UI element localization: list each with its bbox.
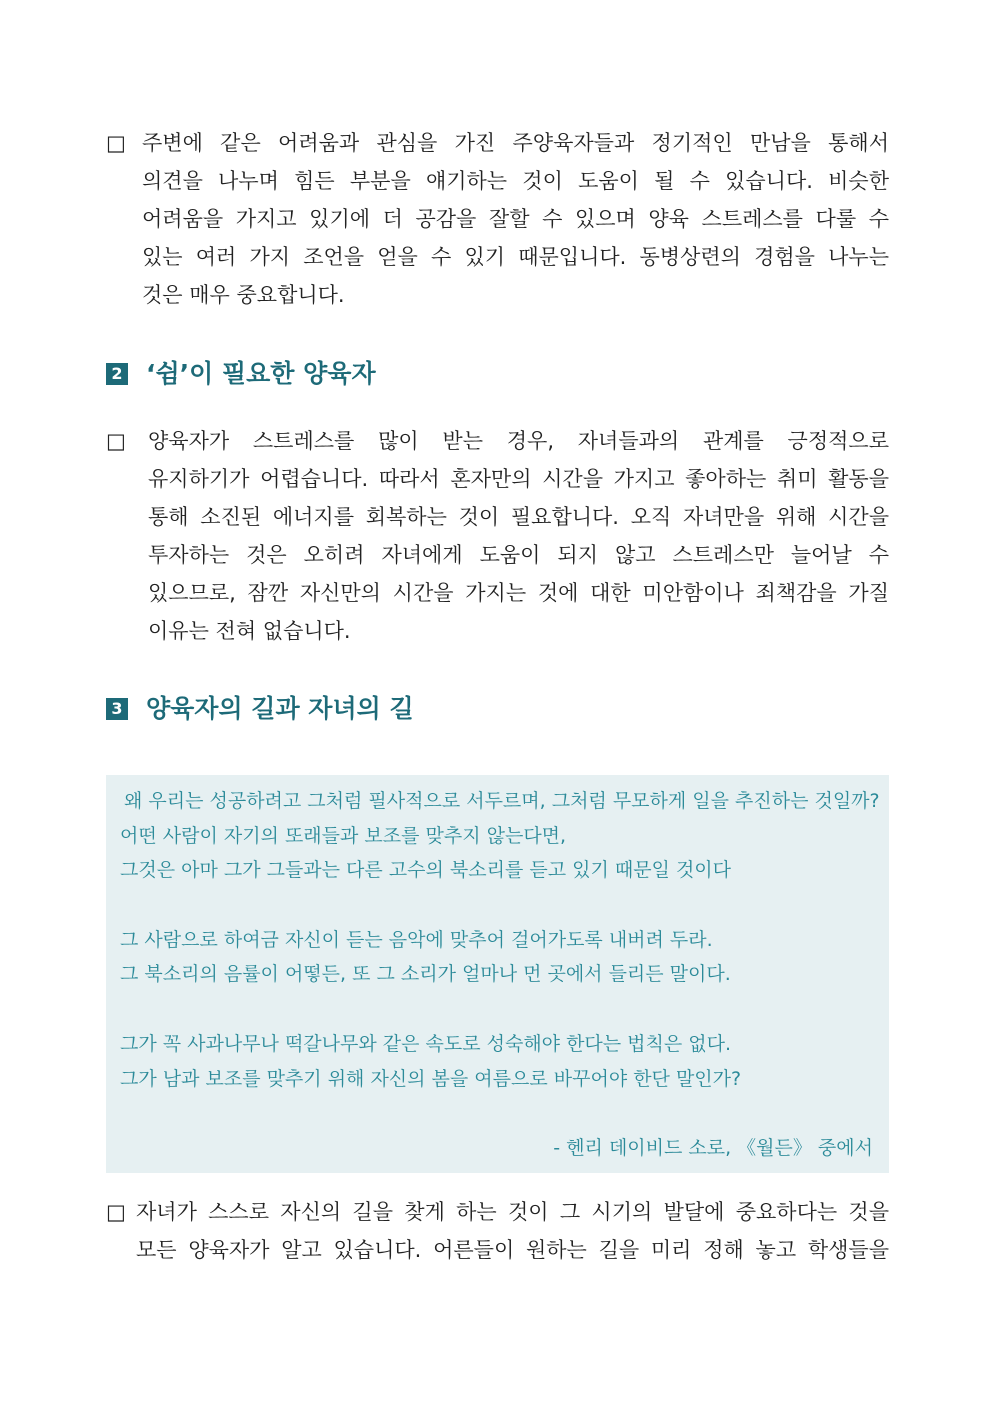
quote-line: 어떤 사람이 자기의 또래들과 보조를 맞추지 않는다면, <box>120 825 567 847</box>
paragraph-peer-support <box>106 124 889 314</box>
paragraph-line: 유지하기가 어렵습니다. 따라서 혼자만의 시간을 가지고 좋아하는 취미 활동을 <box>148 467 889 491</box>
paragraph-line: 주변에 같은 어려움과 관심을 가진 주양육자들과 정기적인 만남을 통해서 <box>142 131 889 155</box>
quote-line: 그것은 아마 그가 그들과는 다른 고수의 북소리를 듣고 있기 때문일 것이다 <box>120 859 732 881</box>
section-title: ‘쉼’이 필요한 양육자 <box>146 359 376 388</box>
paragraph-line: 모든 양육자가 알고 있습니다. 어른들이 원하는 길을 미리 정해 놓고 학생들을 <box>136 1238 889 1262</box>
paragraph-rest-needed <box>106 422 889 650</box>
paragraph-line: 어려움을 가지고 있기에 더 공감을 잘할 수 있으며 양육 스트레스를 다룰 수 <box>142 207 889 231</box>
paragraph-line: 이유는 전혀 없습니다. <box>148 619 351 643</box>
section-heading-2 <box>106 356 376 392</box>
quote-attribution: - 헨리 데이비드 소로, 《월든》 중에서 <box>553 1137 873 1159</box>
paragraph-line: 양육자가 스트레스를 많이 받는 경우, 자녀들과의 관계를 긍정적으로 <box>148 429 889 453</box>
paragraph-line: 자녀가 스스로 자신의 길을 찾게 하는 것이 그 시기의 발달에 중요하다는 것을 <box>136 1200 889 1224</box>
checkbox-bullet-icon: □ <box>106 429 126 453</box>
checkbox-bullet-icon: □ <box>106 131 126 155</box>
quote-line: 그가 남과 보조를 맞추기 위해 자신의 봄을 여름으로 바꾸어야 한단 말인가? <box>120 1068 742 1090</box>
paragraph-line: 있으므로, 잠깐 자신만의 시간을 가지는 것에 대한 미안함이나 죄책감을 가질 <box>148 581 889 605</box>
paragraph-line: 것은 매우 중요합니다. <box>142 283 345 307</box>
paragraph-line: 의견을 나누며 힘든 부분을 얘기하는 것이 도움이 될 수 있습니다. 비슷한 <box>142 169 889 193</box>
section-number-badge: 2 <box>106 363 128 385</box>
quote-line: 왜 우리는 성공하려고 그처럼 필사적으로 서두르며, 그처럼 무모하게 일을 추진하는 것일까? <box>124 790 880 812</box>
checkbox-bullet-icon: □ <box>106 1200 126 1224</box>
section-heading-3 <box>106 691 414 727</box>
quote-line: 그 사람으로 하여금 자신이 듣는 음악에 맞추어 걸어가도록 내버려 두라. <box>120 929 713 951</box>
section-title: 양육자의 길과 자녀의 길 <box>146 694 414 723</box>
paragraph-line: 투자하는 것은 오히려 자녀에게 도움이 되지 않고 스트레스만 늘어날 수 <box>148 543 889 567</box>
paragraph-child-path <box>106 1193 889 1269</box>
paragraph-line: 있는 여러 가지 조언을 얻을 수 있기 때문입니다. 동병상련의 경험을 나누는 <box>142 245 889 269</box>
quote-box <box>106 775 889 1173</box>
paragraph-line: 통해 소진된 에너지를 회복하는 것이 필요합니다. 오직 자녀만을 위해 시간을 <box>148 505 889 529</box>
section-number-badge: 3 <box>106 698 128 720</box>
quote-line: 그 북소리의 음률이 어떻든, 또 그 소리가 얼마나 먼 곳에서 들리든 말이다. <box>120 963 731 985</box>
quote-line: 그가 꼭 사과나무나 떡갈나무와 같은 속도로 성숙해야 한다는 법칙은 없다. <box>120 1033 732 1055</box>
paragraph-body <box>142 124 889 162</box>
